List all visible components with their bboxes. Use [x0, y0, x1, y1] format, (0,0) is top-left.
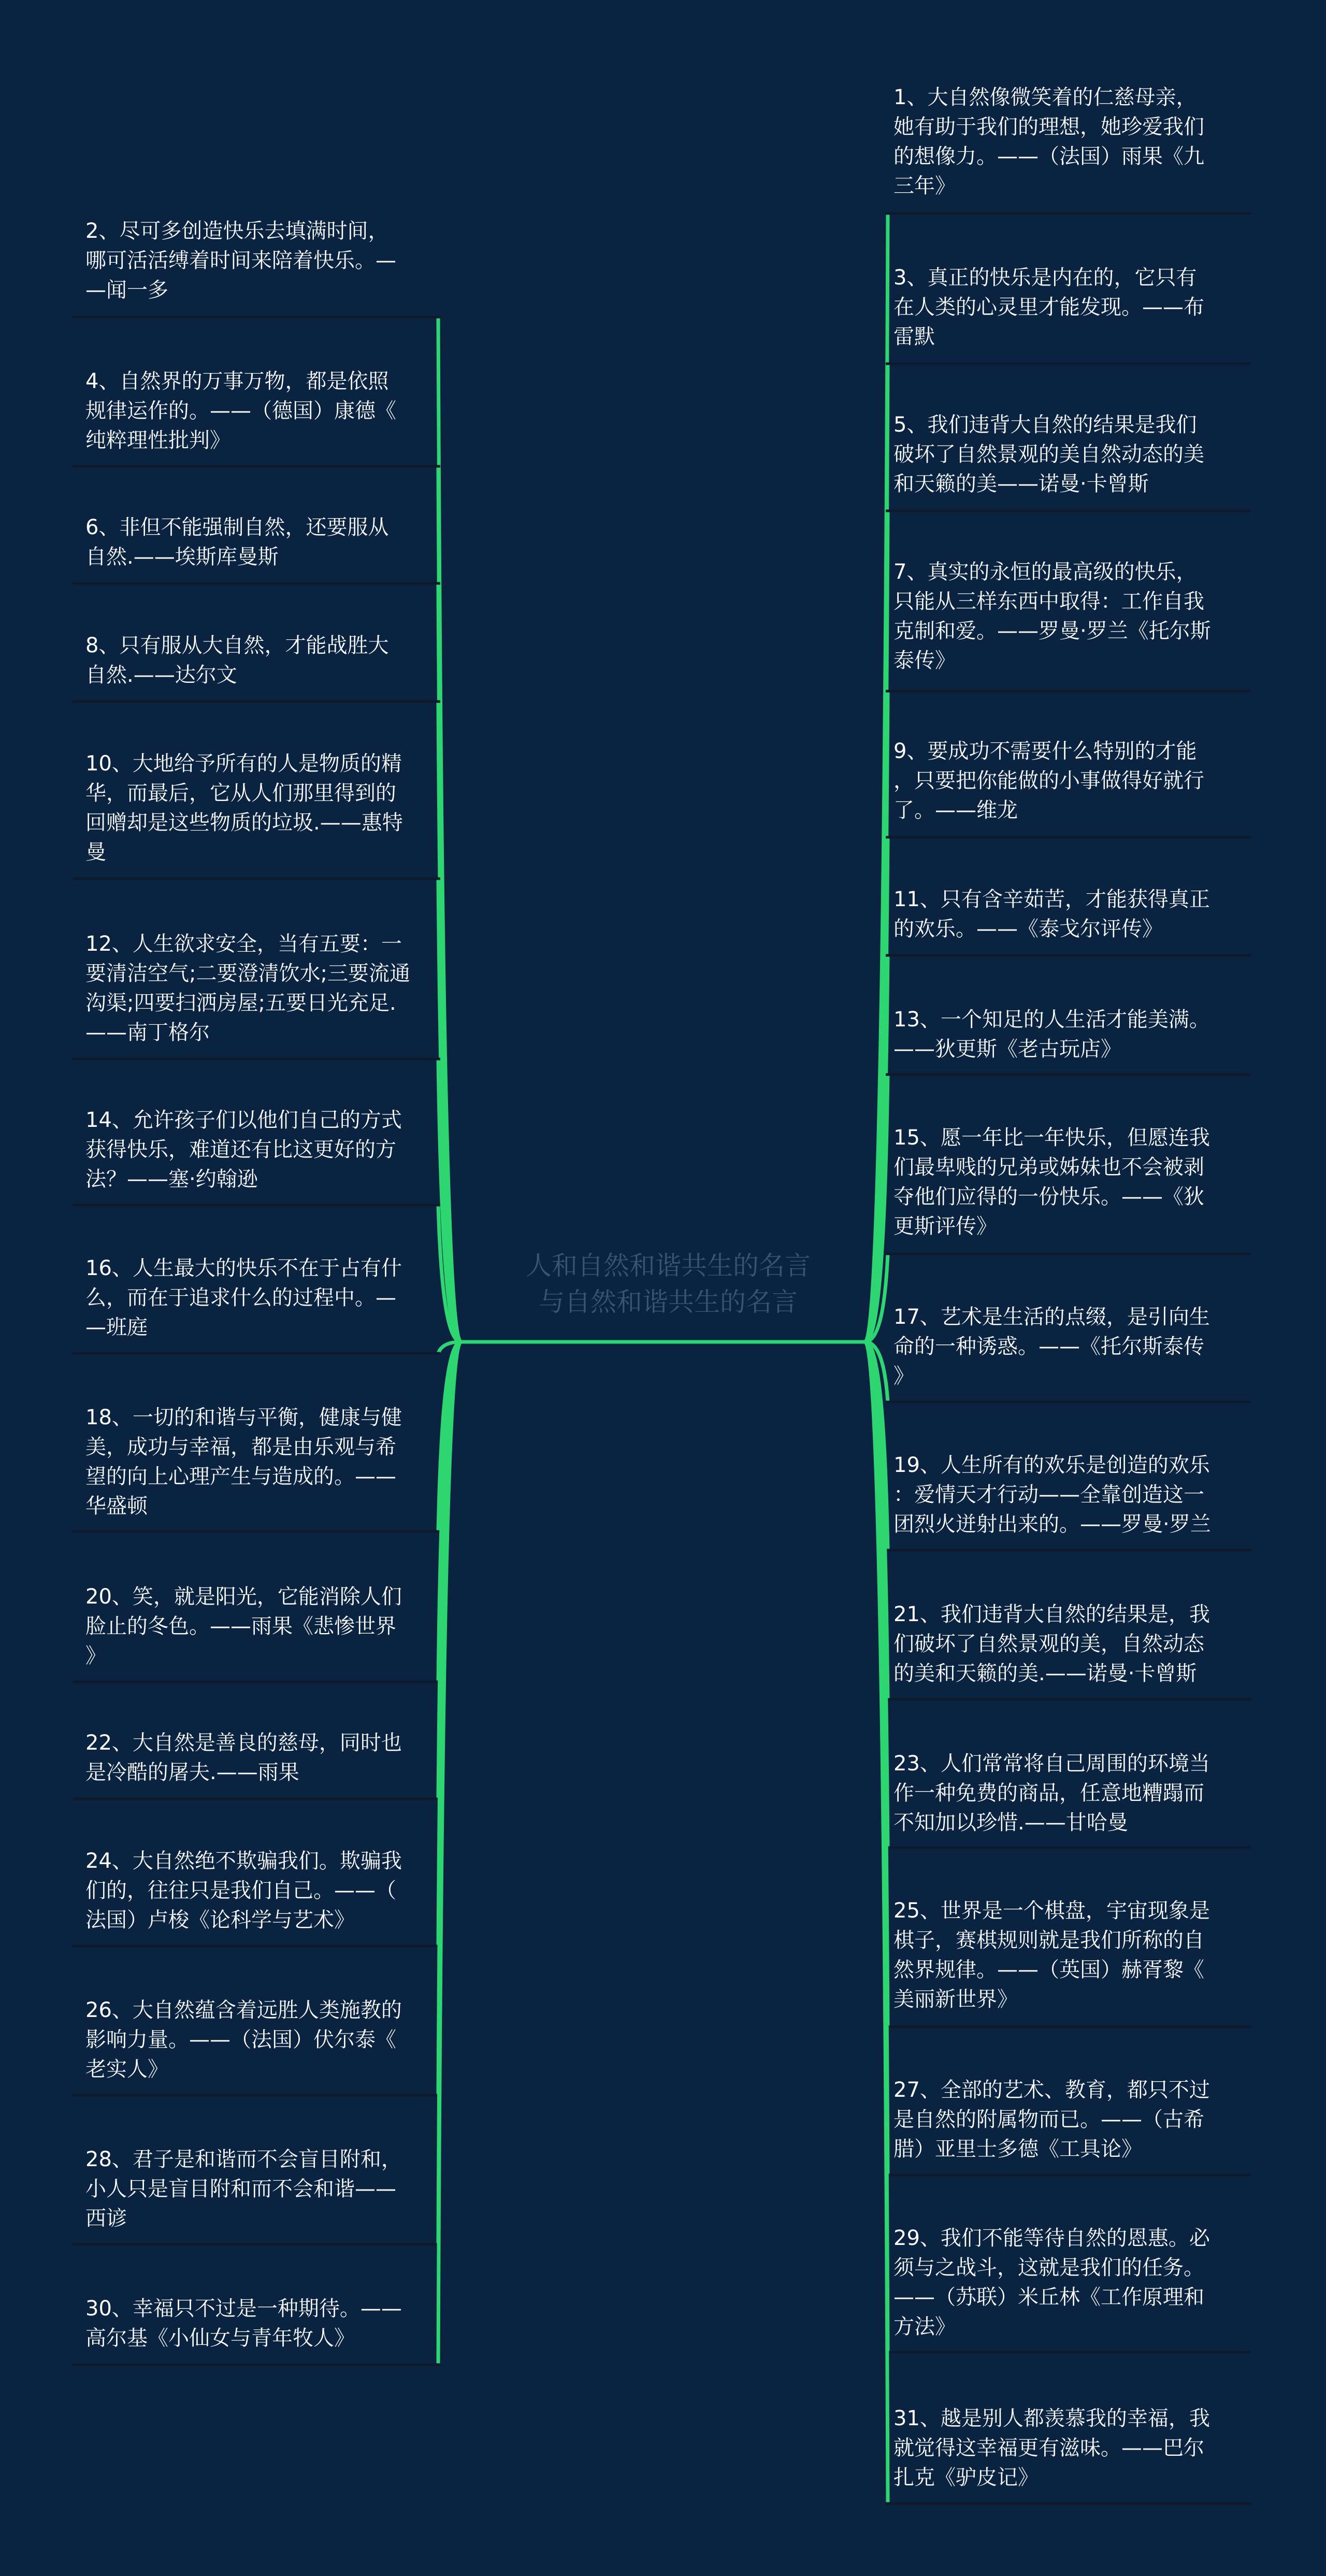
left-node[interactable]: 6、非但不能强制自然，还要服从 自然.——埃斯库曼斯 — [85, 516, 389, 569]
right-node[interactable]: 19、人生所有的欢乐是创造的欢乐 ：爱情天才行动——全靠创造这一 团烈火迸射出来的。——罗曼·罗兰 — [893, 1453, 1211, 1536]
right-node[interactable]: 27、全部的艺术、教育，都只不过 是自然的附属物而已。——（古希 腊）亚里士多德《工具论》 — [893, 2078, 1210, 2161]
right-node[interactable]: 21、我们违背大自然的结果是，我 们破坏了自然景观的美，自然动态 的美和天籁的美.——诺曼·卡曾斯 — [893, 1602, 1210, 1685]
left-node[interactable]: 30、幸福只不过是一种期待。—— 高尔基《小仙女与青年牧人》 — [85, 2297, 402, 2350]
left-node[interactable]: 28、君子是和谐而不会盲目附和， 小人只是盲目附和而不会和谐—— 西谚 — [85, 2148, 402, 2230]
right-node[interactable]: 11、只有含辛茹苦，才能获得真正 的欢乐。——《泰戈尔评传》 — [893, 888, 1210, 941]
left-node[interactable]: 20、笑，就是阳光，它能消除人们 脸止的冬色。——雨果《悲惨世界 》 — [85, 1585, 402, 1668]
right-node[interactable]: 23、人们常常将自己周围的环境当 作一种免费的商品，任意地糟蹋而 不知加以珍惜.——甘哈曼 — [893, 1752, 1210, 1835]
right-node[interactable]: 5、我们违背大自然的结果是我们 破坏了自然景观的美自然动态的美 和天籁的美——诺曼·卡曾斯 — [893, 413, 1204, 496]
right-node[interactable]: 15、愿一年比一年快乐，但愿连我 们最卑贱的兄弟或姊妹也不会被剥 夺他们应得的一份快乐。——《狄 更斯评传》 — [893, 1126, 1210, 1238]
right-node[interactable]: 17、艺术是生活的点缀，是引向生 命的一种诱惑。——《托尔斯泰传 》 — [893, 1305, 1210, 1388]
root-topic[interactable]: 人和自然和谐共生的名言 与自然和谐共生的名言 — [526, 1251, 811, 1317]
left-node[interactable]: 12、人生欲求安全，当有五要：一 要清洁空气;二要澄清饮水;三要流通 沟渠;四要扫洒房屋;五要日光充足. ——南丁格尔 — [85, 932, 410, 1044]
left-node[interactable]: 8、只有服从大自然，才能战胜大 自然.——达尔文 — [85, 634, 389, 687]
left-node[interactable]: 26、大自然蕴含着远胜人类施教的 影响力量。——（法国）伏尔泰《 老实人》 — [85, 1998, 402, 2081]
right-node[interactable]: 7、真实的永恒的最高级的快乐， 只能从三样东西中取得：工作自我 克制和爱。——罗曼·罗兰《托尔斯 泰传》 — [893, 560, 1211, 672]
left-node[interactable]: 10、大地给予所有的人是物质的精 华，而最后，它从人们那里得到的 回赠却是这些物质的垃圾.——惠特 曼 — [85, 752, 403, 864]
right-node[interactable]: 13、一个知足的人生活才能美满。 ——狄更斯《老古玩店》 — [893, 1008, 1210, 1061]
right-node[interactable]: 1、大自然像微笑着的仁慈母亲， 她有助于我们的理想，她珍爱我们 的想像力。——（法国）雨果《九 三年》 — [893, 85, 1204, 198]
left-node[interactable]: 22、大自然是善良的慈母，同时也 是冷酷的屠夫.——雨果 — [85, 1731, 402, 1784]
left-node[interactable]: 2、尽可多创造快乐去填满时间， 哪可活活缚着时间来陪着快乐。— —闻一多 — [85, 219, 396, 302]
right-node[interactable]: 31、越是别人都羡慕我的幸福，我 就觉得这幸福更有滋味。——巴尔 扎克《驴皮记》 — [893, 2407, 1210, 2489]
left-node[interactable]: 16、人生最大的快乐不在于占有什 么，而在于追求什么的过程中。— —班庭 — [85, 1256, 402, 1339]
left-node[interactable]: 14、允许孩子们以他们自己的方式 获得快乐，难道还有比这更好的方 法？——塞·约翰逊 — [85, 1108, 402, 1191]
right-node[interactable]: 3、真正的快乐是内在的，它只有 在人类的心灵里才能发现。——布 雷默 — [893, 266, 1204, 349]
left-node[interactable]: 24、大自然绝不欺骗我们。欺骗我 们的，往往只是我们自己。——（ 法国）卢梭《论科学与艺术》 — [85, 1849, 402, 1932]
right-node[interactable]: 25、世界是一个棋盘，宇宙现象是 棋子，赛棋规则就是我们所称的自 然界规律。——（英国）赫胥黎《 美丽新世界》 — [893, 1899, 1210, 2011]
right-node[interactable]: 9、要成功不需要什么特别的才能 ，只要把你能做的小事做得好就行 了。——维龙 — [893, 739, 1204, 822]
left-node[interactable]: 4、自然界的万事万物，都是依照 规律运作的。——（德国）康德《 纯粹理性批判》 — [85, 369, 396, 452]
left-node[interactable]: 18、一切的和谐与平衡，健康与健 美，成功与幸福，都是由乐观与希 望的向上心理产生与造成的。—— 华盛顿 — [85, 1406, 402, 1518]
right-node[interactable]: 29、我们不能等待自然的恩惠。必 须与之战斗，这就是我们的任务。 ——（苏联）米丘林《工作原理和 方法》 — [893, 2226, 1210, 2339]
